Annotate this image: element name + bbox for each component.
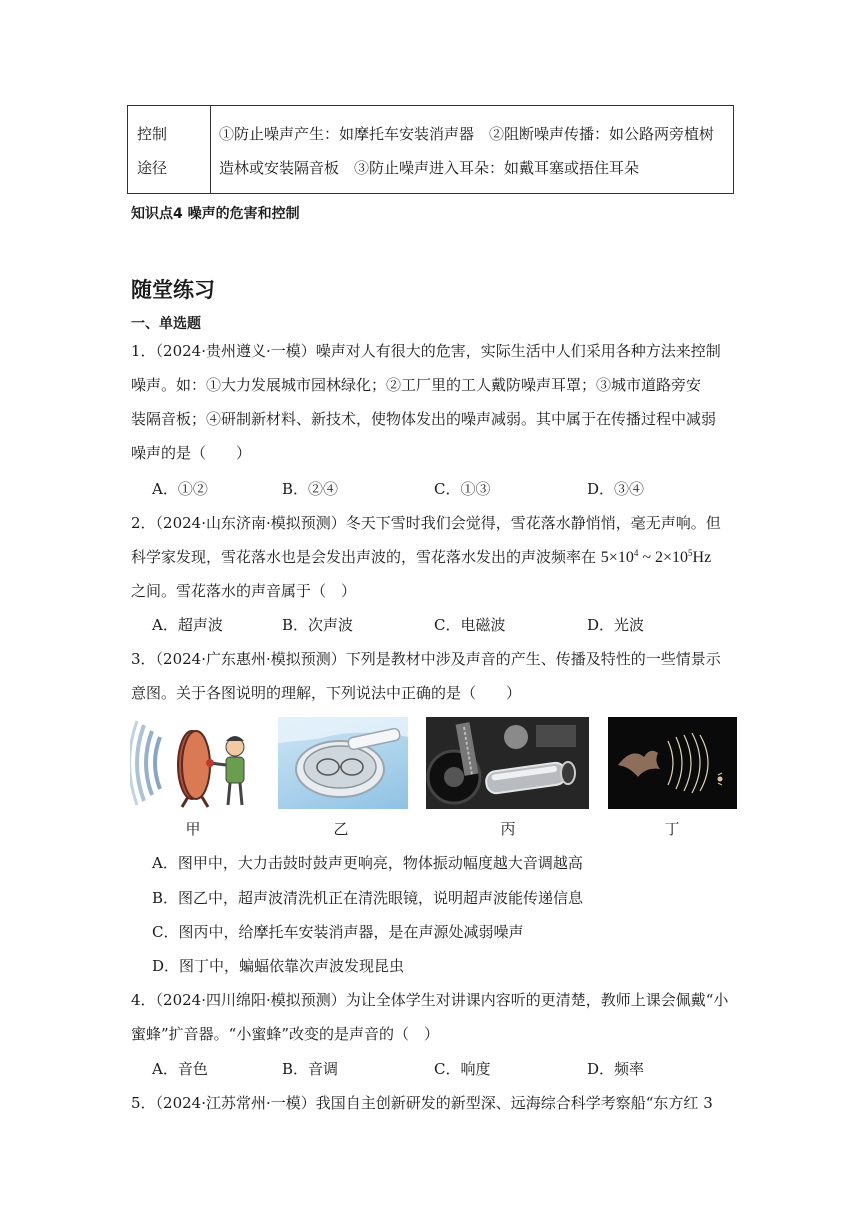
q4-option-a: A．音色 (152, 1060, 208, 1078)
section-title: 随堂练习 (131, 278, 215, 302)
q3-option-b: B．图乙中，超声波清洗机正在清洗眼镜，说明超声波能传递信息 (152, 889, 584, 907)
q2-line3: 之间。雪花落水的声音属于（ ） (131, 582, 357, 600)
q3-option-a: A．图甲中，大力击鼓时鼓声更响亮，物体振动幅度越大音调越高 (152, 854, 583, 872)
q2-line2 (131, 546, 711, 567)
q4-line2: 蜜蜂”扩音器。“小蜜蜂”改变的是声音的（ ） (131, 1025, 440, 1043)
control-methods-table (127, 105, 734, 194)
q2-option-c: C．电磁波 (434, 616, 506, 634)
q5-line1: 5．（2024·江苏常州·一模）我国自主创新研发的新型深、远海综合科学考察船“东方红 3 (131, 1094, 713, 1112)
bat-echolocation-photo (608, 717, 737, 809)
q1-line2: 噪声。如：①大力发展城市园林绿化；②工厂里的工人戴防噪声耳罩；③城市道路旁安 (131, 376, 702, 394)
table-content-line2: 造林或安装隔音板 ③防止噪声进入耳朵：如戴耳塞或捂住耳朵 (219, 159, 640, 177)
q4-line1: 4．（2024·四川绵阳·模拟预测）为让全体学生对讲课内容听的更清楚，教师上课会佩戴“小 (131, 991, 729, 1009)
table-content-line1: ①防止噪声产生：如摩托车安装消声器 ②阻断噪声传播：如公路两旁植树 (219, 125, 715, 143)
q1-line1: 1．（2024·贵州遵义·一模）噪声对人有很大的危害，实际生活中人们采用各种方法来控制 (131, 342, 721, 360)
q4-option-b: B．音调 (282, 1060, 339, 1078)
caption-yi: 乙 (333, 820, 349, 838)
caption-jia: 甲 (185, 820, 201, 838)
caption-bing: 丙 (500, 820, 516, 838)
q1-line3: 装隔音板；④研制新材料、新技术，使物体发出的噪声减弱。其中属于在传播过程中减弱 (131, 410, 717, 428)
q1-option-b: B．②④ (282, 480, 339, 498)
knowledge-point-heading: 知识点4 噪声的危害和控制 (131, 206, 300, 222)
q2-line2-text: 科学家发现，雪花落水也是会发出声波的，雪花落水发出的声波频率在 (131, 548, 597, 566)
q3-option-d: D．图丁中，蝙蝠依靠次声波发现昆虫 (152, 957, 405, 975)
table-label-line1: 控制 (137, 125, 168, 143)
q1-option-c: C．①③ (434, 480, 491, 498)
caption-ding: 丁 (664, 820, 680, 838)
q2-option-d: D．光波 (587, 616, 645, 634)
subsection-title: 一、单选题 (131, 316, 201, 332)
table-divider (210, 106, 211, 193)
q3-line1: 3．（2024·广东惠州·模拟预测）下列是教材中涉及声音的产生、传播及特性的一些情景示 (131, 650, 721, 668)
q2-option-a: A．超声波 (152, 616, 223, 634)
q2-line1: 2．（2024·山东济南·模拟预测）冬天下雪时我们会觉得，雪花落水静悄悄，毫无声响。但 (131, 514, 721, 532)
ultrasonic-cleaner-photo (278, 717, 408, 809)
q2-frequency-formula: $5\times 10^4$ ~ $2\times 10^5Hz$ (600, 548, 712, 566)
q1-option-a: A．①② (152, 480, 208, 498)
q2-option-b: B．次声波 (282, 616, 354, 634)
drum-illustration (130, 717, 257, 809)
q3-line2: 意图。关于各图说明的理解，下列说法中正确的是（ ） (131, 684, 522, 702)
q3-option-c: C．图丙中，给摩托车安装消声器，是在声源处减弱噪声 (152, 923, 524, 941)
q1-option-d: D．③④ (587, 480, 645, 498)
q1-line4: 噪声的是（ ） (131, 444, 252, 462)
q4-option-c: C．响度 (434, 1060, 491, 1078)
motorcycle-muffler-photo (426, 717, 589, 809)
table-label-line2: 途径 (137, 159, 168, 177)
q4-option-d: D．频率 (587, 1060, 645, 1078)
